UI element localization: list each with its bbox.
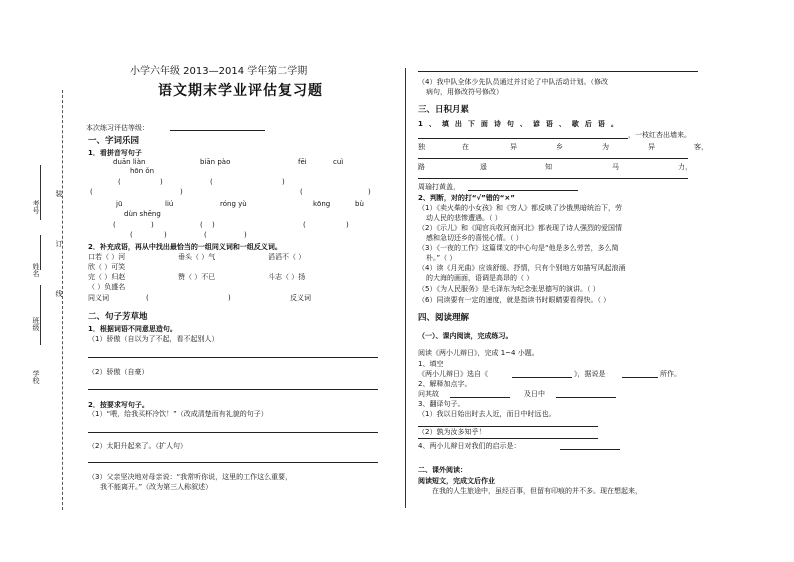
idiom-8: （ ）负盛名 <box>88 283 126 291</box>
judge-3-cont: 朴。”（ ） <box>426 254 457 262</box>
pinyin-1-d: cuì <box>333 158 344 166</box>
synonym-label: 同义词 <box>88 294 109 302</box>
question-2: 2．补充成语，再从中找出最恰当的一组同义词和一组反义词。 <box>88 243 282 251</box>
fill-line-3: 遥 <box>480 163 487 171</box>
question-4-b: （2）太阳升起来了。（扩人句） <box>88 442 187 450</box>
fill-line-2: 客， <box>694 143 708 151</box>
reading-q1-b: 》，据说是 <box>574 370 606 378</box>
judge-1-cont: 动人民的悲惨遭遇。（ ） <box>426 214 502 222</box>
fill-line-2: 为 <box>602 143 609 151</box>
judge-4-cont: 的大海的画面，语调是高昂的（ ） <box>426 274 534 282</box>
answer-line[interactable] <box>418 438 598 439</box>
answer-bracket[interactable]: ) <box>282 178 285 186</box>
section-4-heading: 四、阅读理解 <box>418 313 470 323</box>
answer-line[interactable] <box>418 138 628 139</box>
reading-q2-a: 问其故 <box>418 390 439 398</box>
answer-line[interactable] <box>88 389 378 390</box>
judge-1: （1）《卖火柴的小女孩》和《穷人》都反映了沙俄黑暗统治下，劳 <box>418 204 622 212</box>
answer-bracket[interactable]: ) <box>228 294 231 302</box>
idiom-3: 滔滔不（ ） <box>268 253 306 261</box>
pinyin-2-d: kōng <box>313 200 331 208</box>
pinyin-1-a: duān liàn <box>113 158 146 166</box>
fill-line-3: 路 <box>418 163 425 171</box>
answer-line[interactable] <box>556 397 616 398</box>
binding-label-school: 学校 <box>32 370 40 384</box>
answer-line[interactable] <box>512 377 572 378</box>
judge-6: （6）同读要有一定的速度，就是指读书时眼睛要看得快。（ ） <box>418 296 611 304</box>
reading-q1-c: 所作。 <box>660 370 681 378</box>
pinyin-2-e: bù <box>355 200 364 208</box>
question-1: 1．看拼音写句子 <box>88 149 142 157</box>
answer-bracket[interactable]: ( <box>146 294 149 302</box>
fill-line-4: 周瑜打黄盖， <box>418 183 460 191</box>
pinyin-2-a: jū <box>116 200 123 208</box>
answer-bracket[interactable]: ( <box>303 221 306 229</box>
answer-line[interactable] <box>418 158 688 159</box>
idiom-2: 垂头（ ）气 <box>178 253 216 261</box>
pinyin-1-e: hōn ǒn <box>130 167 155 175</box>
answer-bracket[interactable]: ( <box>200 221 203 229</box>
answer-line[interactable] <box>468 190 578 191</box>
section-4-part-2: 二、课外阅读： <box>418 466 467 474</box>
reading-1-intro: 阅读《两小儿辩日》，完成 1~4 小题。 <box>418 349 539 357</box>
answer-bracket[interactable]: ( <box>210 178 213 186</box>
reading-q1: 1、填空 <box>418 360 444 368</box>
fill-line-1-end: ，一枝红杏出墙来。 <box>628 131 691 139</box>
question-3-a: （1）骄傲（自以为了不起，看不起别人） <box>88 335 219 343</box>
idiom-6: 赞（ ）不已 <box>178 273 216 281</box>
binding-dashed-line <box>62 90 63 510</box>
exam-subtitle: 小学六年级 2013—2014 学年第二学期 <box>130 66 308 77</box>
fill-line-2: 独 <box>418 143 425 151</box>
question-4: 2．按要求写句子。 <box>88 401 149 409</box>
pinyin-2-b: liú <box>165 200 174 208</box>
binding-label-number: 考号 <box>32 200 40 214</box>
answer-bracket[interactable]: ) <box>164 231 167 239</box>
eval-label: 本次练习评估等级： <box>86 124 149 132</box>
answer-line[interactable] <box>622 377 658 378</box>
fill-line-3: 知 <box>545 163 552 171</box>
question-3-b: （2）骄傲（自豪） <box>88 368 149 376</box>
binding-line-3 <box>40 285 41 345</box>
answer-bracket[interactable]: ) <box>212 221 215 229</box>
page-title: 语文期末学业评估复习题 <box>158 83 323 99</box>
section-3-heading: 三、日积月累 <box>418 105 470 115</box>
answer-line[interactable] <box>560 449 620 450</box>
pinyin-1-b: biān pào <box>200 158 231 166</box>
binding-line-2 <box>40 235 41 270</box>
binding-label-name: 姓名 <box>32 263 40 277</box>
idiom-1: 口若（ ）河 <box>88 253 126 261</box>
answer-line[interactable] <box>88 432 378 433</box>
question-4-d: （4）我中队全体少先队员通过并讨论了中队活动计划。（修改 <box>418 78 608 86</box>
answer-bracket[interactable]: ( <box>118 178 121 186</box>
answer-bracket[interactable]: ) <box>244 231 247 239</box>
reading-q1-a: 《两小儿辩日》选自《 <box>418 370 488 378</box>
section-1-heading: 一、字词乐园 <box>88 136 140 146</box>
question-4-c-cont: 我不能离开。”（改为第三人称叙述） <box>100 483 213 491</box>
judge-5: （5）《为人民服务》是毛泽东为纪念张思德写的演讲。（ ） <box>418 285 600 293</box>
reading-q2: 2、解释加点字。 <box>418 380 472 388</box>
binding-mark-2: 订 <box>55 240 63 247</box>
fill-line-2: 乡 <box>556 143 563 151</box>
question-4-a: （1）“喂，给我买杯冷饮！”（改成清楚而有礼貌的句子） <box>88 410 268 418</box>
fill-line-2: 在 <box>462 143 469 151</box>
reading-2-intro: 阅读短文，完成文后作业 <box>418 477 495 485</box>
answer-bracket[interactable]: ( <box>113 221 116 229</box>
answer-bracket[interactable]: ) <box>180 188 183 196</box>
judge-2-cont: 感和急切还乡的喜悦心情。（ ） <box>426 234 523 242</box>
judge-3: （3）《一夜的工作》这篇课文的中心句是“他是多么劳苦，多么简 <box>418 244 619 252</box>
question-3: 1．根据词语不同意思造句。 <box>88 325 177 333</box>
answer-bracket[interactable]: ( <box>90 188 93 196</box>
reading-q2-b: 及日中 <box>524 390 545 398</box>
answer-bracket[interactable]: ( <box>204 231 207 239</box>
fill-question: 1、填出下面诗句、谚语、歇后语。 <box>418 120 624 128</box>
binding-mark-1: 装 <box>55 190 63 197</box>
fill-line-2: 异 <box>648 143 655 151</box>
question-4-d-cont: 病句，用修改符号修改） <box>426 88 503 96</box>
judge-2: （2）《示儿》和《闻官兵收河南河北》都表现了诗人强烈的爱国情 <box>418 224 622 232</box>
reading-q4: 4、两小儿辩日对我们的启示是： <box>418 442 521 450</box>
answer-bracket[interactable]: ) <box>160 178 163 186</box>
answer-bracket[interactable]: ( <box>300 188 303 196</box>
antonym-label: 反义词 <box>290 294 311 302</box>
pinyin-2-c: róng yù <box>220 200 247 208</box>
idiom-4: 欣（ ）可笑 <box>88 263 126 271</box>
idiom-7: 斗志（ ）扬 <box>268 273 306 281</box>
reading-2-text: 在我的人生旅途中，虽经百事，但留有印痕的并不多。现在想起来， <box>432 487 642 495</box>
answer-line[interactable] <box>450 397 510 398</box>
answer-bracket[interactable]: ) <box>151 221 154 229</box>
column-divider <box>405 68 406 508</box>
binding-line-1 <box>40 165 41 220</box>
answer-line[interactable] <box>88 357 378 358</box>
answer-line[interactable] <box>418 178 688 179</box>
answer-line[interactable] <box>418 71 698 72</box>
reading-q3-b: （2）孰为汝多知乎！ <box>418 428 486 436</box>
idiom-5: 完（ ）归赵 <box>88 273 126 281</box>
binding-label-class: 班级 <box>32 317 40 331</box>
reading-q3-a: （1）我以日始出时去人近，而日中时远也。 <box>418 410 556 418</box>
fill-line-2: 异 <box>510 143 517 151</box>
fill-line-3: 力， <box>678 163 692 171</box>
answer-bracket[interactable]: ( <box>130 231 133 239</box>
eval-blank[interactable] <box>170 130 265 131</box>
judge-4: （4）读《月光曲》应该舒缓、抒情，只有个别地方如描写风起浪涌 <box>418 264 626 272</box>
pinyin-1-c: fēi <box>298 158 307 166</box>
question-4-c: （3）父亲坚决地对母亲说：“我常听你说，这里的工作这么重要， <box>88 473 293 481</box>
reading-q3: 3、翻译句子。 <box>418 400 465 408</box>
answer-line[interactable] <box>418 426 598 427</box>
judge-question: 2、判断，对的打“√”错的“×” <box>418 194 515 202</box>
fill-line-3: 马 <box>612 163 619 171</box>
binding-mark-3: 线 <box>55 290 63 297</box>
pinyin-2-f: dùn shēng <box>124 210 161 218</box>
answer-bracket[interactable]: ) <box>368 188 371 196</box>
answer-bracket[interactable]: ) <box>346 221 349 229</box>
answer-line[interactable] <box>88 462 378 463</box>
section-2-heading: 二、句子芳草地 <box>88 312 148 322</box>
section-4-part-1: （一）、课内阅读，完成练习。 <box>418 332 513 340</box>
